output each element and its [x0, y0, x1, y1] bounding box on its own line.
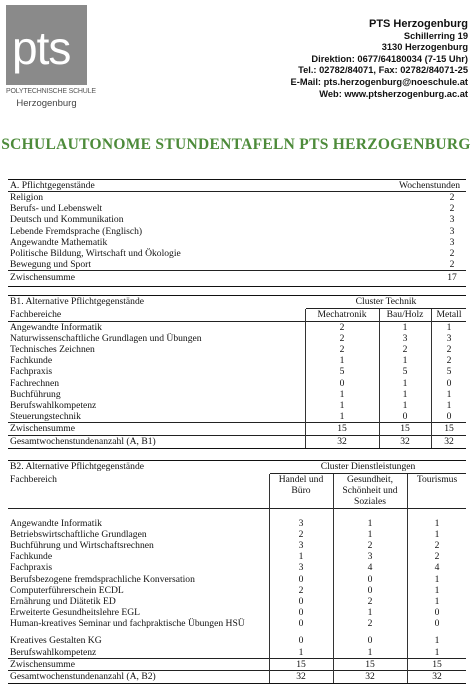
row-label: Fachpraxis: [10, 366, 53, 378]
subtotal-value: 15: [444, 423, 454, 435]
column-header: Mechatronik: [317, 308, 367, 320]
column-header: Gesundheit,: [346, 473, 394, 485]
column-separator: [305, 309, 306, 448]
email: E-Mail: pts.herzogenburg@noeschule.at: [290, 76, 468, 87]
row-label: Fachkunde: [10, 551, 53, 563]
total-value: 32: [296, 671, 306, 683]
cell-value: 2: [434, 539, 440, 551]
cell-value: 1: [402, 388, 408, 400]
cell-value: 3: [402, 332, 408, 344]
total-value: 32: [337, 435, 347, 447]
table-row: [8, 203, 466, 214]
cell-value: 3: [298, 562, 304, 574]
cell-value: 4: [434, 562, 440, 574]
section-a-heading: A. Pflichtgegenstände: [10, 180, 95, 191]
cell-value: 0: [339, 377, 345, 389]
cell-value: 2: [446, 355, 452, 367]
table-row: [8, 355, 466, 366]
row-value: 2: [449, 259, 455, 271]
city: 3130 Herzogenburg: [381, 42, 468, 53]
table-row: [8, 574, 466, 585]
cell-value: 3: [298, 517, 304, 529]
subtotal-value: 15: [365, 658, 375, 670]
cell-value: 1: [434, 517, 440, 529]
cell-value: 1: [367, 528, 373, 540]
cell-value: 0: [367, 584, 373, 596]
contact-block: [291, 19, 468, 100]
row-label: Buchführung und Wirtschaftsrechnen: [10, 539, 154, 551]
total-row: [8, 671, 466, 682]
divider: [8, 683, 466, 684]
row-label: Deutsch und Kommunikation: [10, 214, 124, 226]
cell-value: 5: [339, 366, 345, 378]
cell-value: 3: [446, 332, 452, 344]
table-row: [8, 635, 466, 646]
cell-value: 1: [402, 355, 408, 367]
logo-text: pts: [12, 22, 71, 74]
subtotal-value: 15: [296, 658, 306, 670]
subtotal-value: 15: [400, 423, 410, 435]
table-row: [8, 378, 466, 389]
row-value: 3: [449, 225, 455, 237]
cell-value: 0: [298, 618, 304, 630]
column-header: Soziales: [354, 495, 386, 507]
row-label: Buchführung: [10, 388, 61, 400]
cell-value: 1: [402, 321, 408, 333]
document-title: SCHULAUTONOME STUNDENTAFELN PTS HERZOGENBURG: [1, 136, 471, 153]
table-row: [8, 518, 466, 529]
row-label: Religion: [10, 192, 44, 203]
subtotal-row: [8, 659, 466, 670]
section-a-header-row: [8, 180, 466, 191]
table-row: [8, 529, 466, 540]
row-label: Erweiterte Gesundheitslehre EGL: [10, 607, 140, 619]
total-value: 32: [400, 435, 410, 447]
cell-value: 1: [367, 646, 373, 658]
row-label: Berufsbezogene fremdsprachliche Konversation: [10, 573, 195, 585]
cell-value: 1: [339, 411, 345, 423]
table-row: [8, 344, 466, 355]
row-header: Fachbereich: [10, 473, 57, 485]
cell-value: 0: [446, 377, 452, 389]
total-value: 32: [444, 435, 454, 447]
cell-value: 2: [339, 343, 345, 355]
row-label: Fachkunde: [10, 355, 53, 367]
row-label: Angewandte Informatik: [10, 321, 102, 333]
divider: [8, 286, 466, 287]
row-label: Berufswahlkompetenz: [10, 646, 97, 658]
column-separator: [407, 474, 408, 684]
cell-value: 2: [402, 343, 408, 355]
table-row: [8, 400, 466, 411]
row-label: Steuerungstechnik: [10, 411, 81, 423]
subtotal-label: Zwischensumme: [10, 272, 76, 284]
logo-location: Herzogenburg: [16, 98, 77, 109]
section-heading: B1. Alternative Pflichtgegenstände: [10, 296, 145, 307]
subtotal-label: Zwischensumme: [10, 423, 76, 435]
section-header-row: [8, 296, 466, 307]
cell-value: 1: [339, 399, 345, 411]
total-value: 32: [365, 671, 375, 683]
cell-value: 1: [367, 607, 373, 619]
cell-value: 3: [298, 539, 304, 551]
row-label: Technisches Zeichnen: [10, 343, 95, 355]
cell-value: 1: [298, 646, 304, 658]
column-separator: [333, 474, 334, 684]
row-label: Human-kreatives Seminar und fachpraktische Übungen HSÜ: [10, 618, 245, 630]
column-header: Schönheit und: [342, 484, 398, 496]
cell-value: 1: [434, 595, 440, 607]
cell-value: 1: [446, 321, 452, 333]
section-a-col-header: Wochenstunden: [398, 180, 461, 191]
row-label: Berufs- und Lebenswelt: [10, 203, 103, 215]
cell-value: 1: [434, 646, 440, 658]
row-label: Berufswahlkompetenz: [10, 399, 97, 411]
total-label: Gesamtwochenstundenanzahl (A, B2): [10, 671, 156, 683]
subtotal-value: 17: [447, 272, 457, 284]
table-row: [8, 647, 466, 658]
row-label: Kreatives Gestalten KG: [10, 635, 102, 647]
column-separator: [431, 309, 432, 448]
cell-value: 1: [402, 399, 408, 411]
row-label: Angewandte Informatik: [10, 517, 102, 529]
cell-value: 1: [402, 377, 408, 389]
school-logo: [6, 5, 96, 111]
table-row: [8, 540, 466, 551]
cell-value: 2: [298, 528, 304, 540]
cell-value: 1: [339, 355, 345, 367]
row-label: Fachpraxis: [10, 562, 53, 574]
table-row: [8, 618, 466, 629]
row-value: 2: [449, 203, 455, 215]
row-header: Fachbereiche: [10, 308, 62, 320]
cell-value: 4: [367, 562, 373, 574]
table-row: [8, 607, 466, 618]
subtotal-row: [8, 272, 466, 283]
section-heading: B2. Alternative Pflichtgegenstände: [10, 461, 145, 472]
column-header: Tourismus: [416, 473, 458, 485]
row-label: Lebende Fremdsprache (Englisch): [10, 225, 143, 237]
column-header: Bau/Holz: [386, 308, 424, 320]
cell-value: 2: [446, 343, 452, 355]
table-row: [8, 411, 466, 422]
column-header: Metall: [436, 308, 462, 320]
divider: [8, 508, 466, 509]
row-label: Angewandte Mathematik: [10, 236, 108, 248]
cell-value: 1: [298, 551, 304, 563]
cell-value: 2: [367, 618, 373, 630]
section-header-row: [8, 461, 466, 472]
column-separator: [379, 309, 380, 448]
subtotal-label: Zwischensumme: [10, 658, 76, 670]
total-value: 32: [432, 671, 442, 683]
cell-value: 0: [402, 411, 408, 423]
cell-value: 3: [367, 551, 373, 563]
row-label: Computerführerschein ECDL: [10, 584, 124, 596]
cluster-name: Cluster Technik: [355, 296, 417, 307]
direction-phone: Direktion: 0677/64180034 (7-15 Uhr): [311, 53, 468, 64]
cell-value: 2: [434, 551, 440, 563]
row-label: Ernährung und Diätetik ED: [10, 595, 116, 607]
row-label: Fachrechnen: [10, 377, 60, 389]
cell-value: 0: [367, 635, 373, 647]
cell-value: 0: [298, 607, 304, 619]
table-row: [8, 259, 466, 270]
cell-value: 0: [446, 411, 452, 423]
table-row: [8, 596, 466, 607]
cell-value: 0: [367, 573, 373, 585]
table-row: [8, 551, 466, 562]
cell-value: 0: [298, 635, 304, 647]
cell-value: 1: [434, 635, 440, 647]
cell-value: 1: [434, 584, 440, 596]
cell-value: 0: [434, 618, 440, 630]
table-row: [8, 226, 466, 237]
cell-value: 1: [367, 517, 373, 529]
table-row: [8, 237, 466, 248]
school-name: PTS Herzogenburg: [368, 18, 468, 30]
cell-value: 5: [402, 366, 408, 378]
cell-value: 1: [446, 388, 452, 400]
logo-subtitle: POLYTECHNISCHE SCHULE: [6, 88, 96, 95]
subtotal-value: 15: [432, 658, 442, 670]
website: Web: www.ptsherzogenburg.ac.at: [319, 88, 468, 99]
column-header: Handel und: [278, 473, 324, 485]
section-a-rows: [8, 192, 466, 285]
divider: [8, 448, 466, 449]
cell-value: 0: [298, 573, 304, 585]
cell-value: 2: [339, 321, 345, 333]
cell-value: 2: [339, 332, 345, 344]
row-value: 2: [449, 192, 455, 203]
row-value: 3: [449, 236, 455, 248]
cell-value: 1: [339, 388, 345, 400]
subtotal-row: [8, 423, 466, 434]
row-label: Betriebswirtschaftliche Grundlagen: [10, 528, 147, 540]
table-row: [8, 322, 466, 333]
phone-fax: Tel.: 02782/84071, Fax: 02782/84071-25: [298, 65, 468, 76]
cell-value: 2: [367, 595, 373, 607]
table-row: [8, 214, 466, 225]
row-value: 3: [449, 214, 455, 226]
divider: [8, 270, 466, 271]
subtotal-value: 15: [337, 423, 347, 435]
table-row: [8, 562, 466, 573]
section-a-table: [8, 179, 466, 284]
logo-box: [6, 5, 87, 85]
cell-value: 0: [434, 607, 440, 619]
row-label: Bewegung und Sport: [10, 259, 92, 271]
cell-value: 1: [434, 528, 440, 540]
cell-value: 2: [367, 539, 373, 551]
row-label: Naturwissenschaftliche Grundlagen und Übungen: [10, 332, 202, 344]
total-row: [8, 436, 466, 447]
table-row: [8, 389, 466, 400]
total-label: Gesamtwochenstundenanzahl (A, B1): [10, 435, 156, 447]
cell-value: 1: [434, 573, 440, 585]
cell-value: 5: [446, 366, 452, 378]
column-separator: [269, 474, 270, 684]
row-label: Politische Bildung, Wirtschaft und Ökologie: [10, 247, 181, 259]
table-row: [8, 248, 466, 259]
table-row: [8, 333, 466, 344]
table-row: [8, 192, 466, 203]
cluster-name: Cluster Dienstleistungen: [320, 461, 416, 472]
row-value: 2: [449, 247, 455, 259]
table-row: [8, 585, 466, 596]
table-row: [8, 366, 466, 377]
cell-value: 0: [298, 595, 304, 607]
street: Schillerring 19: [403, 30, 468, 41]
cell-value: 1: [446, 399, 452, 411]
column-header: Büro: [291, 484, 311, 496]
cell-value: 2: [298, 584, 304, 596]
